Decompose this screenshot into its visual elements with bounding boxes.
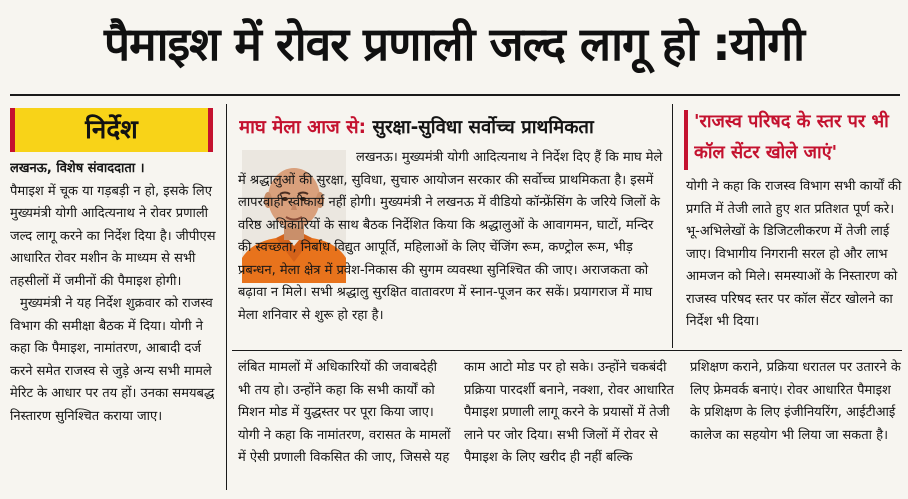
middle-body-text: लखनऊ। मुख्यमंत्री योगी आदित्यनाथ ने निर्देश दिए हैं कि माघ मेले में श्रद्धालुओं की सुरक्षा, सुविधा, सुचारु आयोजन सरकार की सर्वोच्च प्राथमिकता है। इसमें लापरवाही स्वीकार्य नहीं होगी। मुख्यमंत्री ने लखनऊ में वीडियो कॉन्फ्रेंसिंग के जरिये जिलों के वरिष्ठ अधिकारियों के साथ बैठक निर्देशित किया कि श्रद्धालुओं के आवागमन, घाटों, मन्दिर की स्वच्छता, निर्बाध विद्युत आपूर्ति, महिलाओं के लिए चेंजिंग रूम, कण्ट्रोल रूम, भीड़ प्रबन्धन, मेला क्षेत्र में प्रवेश-निकास की सुगम व्यवस्था सुनिश्चित की जाए। अराजकता को बढ़ावा न मिले। सभी श्रद्धालु सुरक्षित वातावरण में स्नान-पूजन कर सकें। प्रयागराज में माघ मेला शनिवार से शुरू हो रहा है।	[238, 150, 663, 323]
column-divider-left	[226, 104, 227, 490]
bottom-column-2	[464, 357, 678, 493]
right-body-text: योगी ने कहा कि राजस्व विभाग सभी कार्यों की प्रगति में तेजी लाते हुए शत प्रतिशत पूर्ण करे। भू-अभिलेखों के डिजिटलीकरण में तेजी लाई जाए। विभागीय निगरानी सरल हो और लाभ आमजन को मिले। समस्याओं के निस्तारण को राजस्व परिषद स्तर पर कॉल सेंटर खोलने का निर्देश भी दिया।	[686, 179, 902, 329]
left-para-2: मुख्यमंत्री ने यह निर्देश शुक्रवार को राजस्व विभाग की समीक्षा बैठक में दिया। योगी ने कहा कि पैमाइश, नामांतरण, आबादी दर्ज करने समेत राजस्व से जुड़े अन्य सभी मामले मेरिट के आधार पर तय हों। उनका समयबद्ध निस्तारण सुनिश्चित कराया जाए।	[10, 296, 215, 424]
middle-story-body	[238, 147, 666, 347]
middle-story-heading	[239, 113, 663, 143]
middle-heading-red: माघ मेला आज से:	[239, 117, 367, 138]
bottom-col-2-text: काम आटो मोड पर हो सके। उन्होंने चकबंदी प्रक्रिया पारदर्शी बनाने, नक्शा, रोवर आधारित पैमाइश प्रणाली लागू करने के प्रयासों में तेजी लाने पर जोर दिया। सभी जिलों में रोवर से पैमाइश के लिए खरीद ही नहीं बल्कि	[464, 360, 674, 465]
middle-heading-rest: सुरक्षा-सुविधा सर्वोच्च प्राथमिकता	[366, 117, 594, 138]
left-column-text	[10, 158, 218, 494]
left-para-1: पैमाइश में चूक या गड़बड़ी न हो, इसके लिए मुख्यमंत्री योगी आदित्यनाथ ने रोवर प्रणाली जल्द लागू करने का निर्देश दिया है। जीपीएस आधारित रोवर मशीन के माध्यम से सभी तहसीलों में जमीनों की पैमाइश होगी।	[10, 183, 216, 289]
section-label-box: निर्देश	[10, 108, 213, 152]
headline: पैमाइश में रोवर प्रणाली जल्द लागू हो :योगी	[103, 17, 805, 71]
top-rule	[10, 94, 900, 96]
bottom-column-3	[690, 357, 902, 493]
bottom-col-3-text: प्रशिक्षण कराने, प्रक्रिया धरातल पर उतारने के लिए फ्रेमवर्क बनाएं। रोवर आधारित पैमाइश के प्रशिक्षण के लिए इंजीनियरिंग, आईटीआई कालेज का सहयोग भी लिया जा सकता है।	[690, 360, 901, 443]
byline: लखनऊ, विशेष संवाददाता ।	[10, 161, 145, 176]
bottom-column-1	[238, 357, 452, 493]
right-story-body	[686, 176, 902, 346]
right-story-heading: 'राजस्व परिषद के स्तर पर भी कॉल सेंटर खोले जाएं'	[694, 111, 889, 163]
right-heading-accent-bar	[684, 110, 688, 170]
bottom-col-1-text: लंबित मामलों में अधिकारियों की जवाबदेही भी तय हो। उन्होंने कहा कि सभी कार्यों को मिशन मोड में युद्धस्तर पर पूरा किया जाए। योगी ने कहा कि नामांतरण, वरासत के मामलों में ऐसी प्रणाली विकसित की जाए, जिससे यह	[238, 360, 451, 465]
column-divider-right	[672, 104, 673, 348]
middle-rule	[232, 350, 902, 351]
